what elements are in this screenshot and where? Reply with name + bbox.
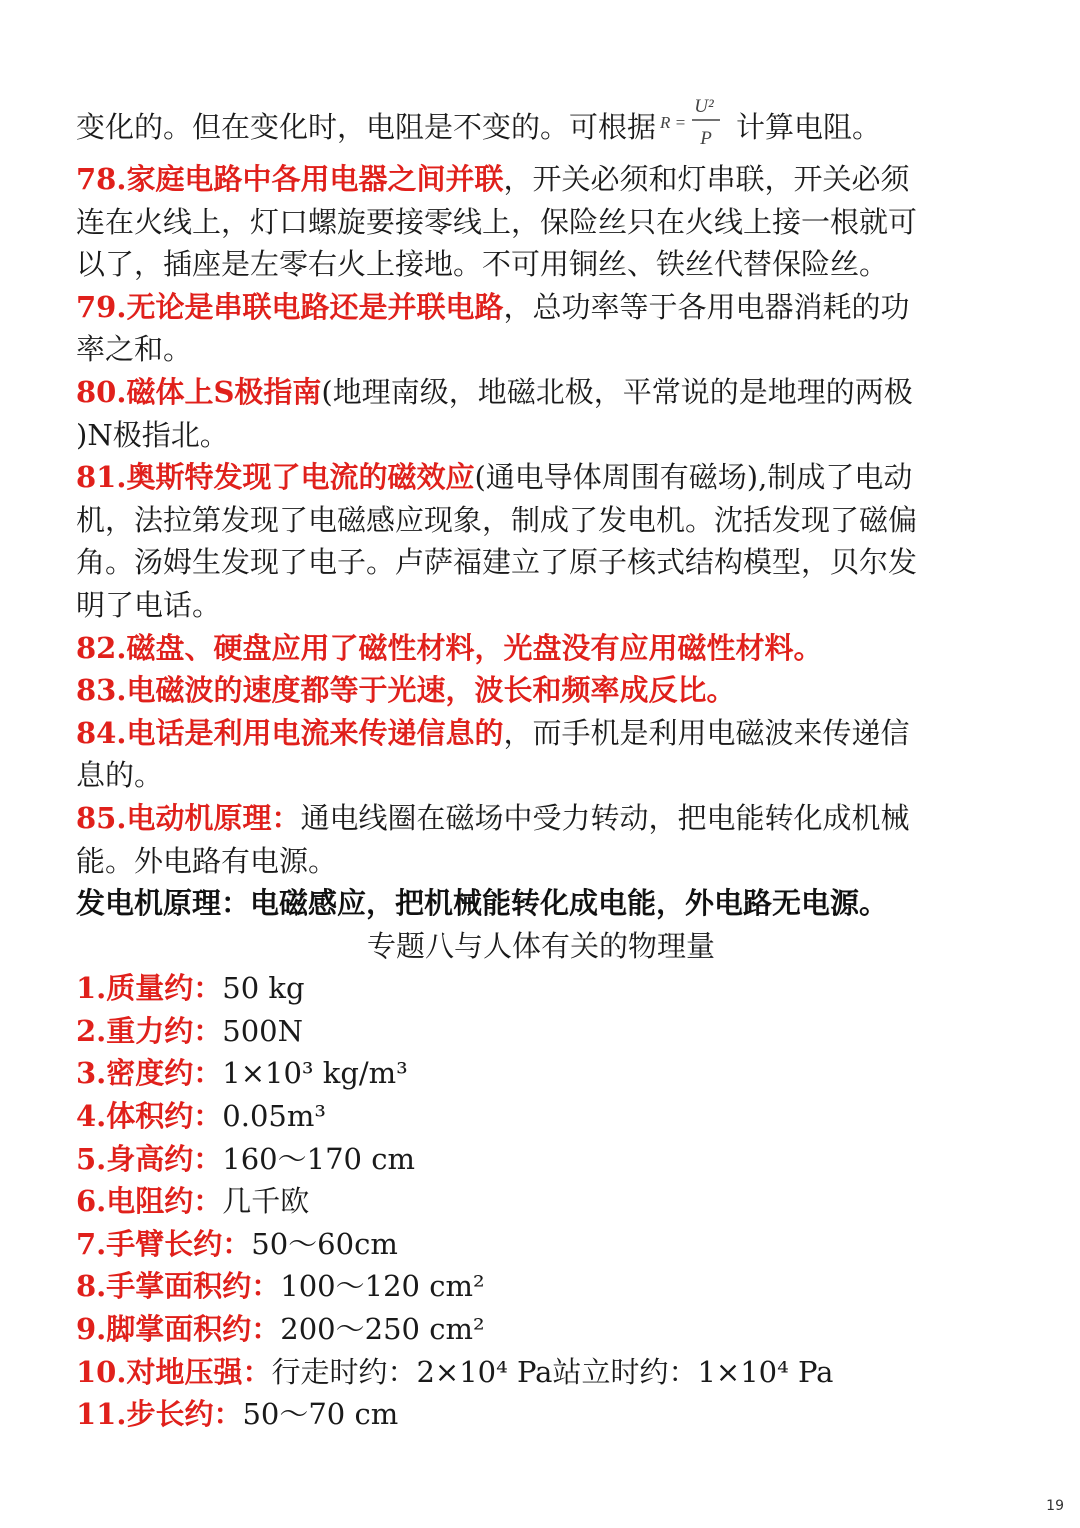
- item-label: 2.重力约：: [76, 1013, 223, 1048]
- item-value: 几千欧: [222, 1184, 310, 1219]
- body-quantities-list: [76, 967, 1006, 1436]
- text-segment: ，开关必须和灯串联，开关必须: [503, 162, 910, 196]
- item-value: 50～60cm: [251, 1226, 398, 1261]
- list-item: [76, 1351, 1006, 1394]
- item-label: 1.质量约：: [76, 971, 223, 1006]
- item-label: 9.脚掌面积约：: [76, 1312, 281, 1347]
- list-item: [76, 1095, 1006, 1138]
- item-label: 3.密度约：: [76, 1056, 223, 1091]
- text-segment: 计算电阻。: [736, 110, 882, 144]
- item-84: [76, 712, 1006, 755]
- list-item: [76, 1138, 1006, 1181]
- paragraph-line: 以了，插座是左零右火上接地。不可用铜丝、铁丝代替保险丝。: [76, 247, 889, 282]
- item-85: [76, 797, 1006, 840]
- text-segment: 通电线圈在磁场中受力转动，把电能转化成机械: [300, 800, 910, 835]
- item-label: 10.对地压强：: [76, 1354, 272, 1389]
- section-title: 专题八与人体有关的物理量: [366, 928, 715, 963]
- key-point: 79.无论是串联电路还是并联电路: [76, 289, 504, 324]
- key-point: 81.奥斯特发现了电流的磁效应: [76, 460, 475, 495]
- key-point: 84.电话是利用电流来传递信息的: [76, 715, 504, 750]
- item-label: 5.身高约：: [76, 1141, 223, 1176]
- item-value: 0.05m³: [222, 1099, 326, 1134]
- text-segment: (通电导体周围有磁场),制成了电动: [474, 460, 913, 495]
- generator-principle: 发电机原理：电磁感应，把机械能转化成电能，外电路无电源。: [76, 886, 889, 921]
- item-79: [76, 286, 1006, 329]
- key-point: 85.电动机原理：: [76, 800, 301, 835]
- paragraph-line: [76, 96, 1006, 158]
- formula-denominator: P: [700, 128, 712, 149]
- power-resistance-formula: [658, 92, 734, 150]
- item-82: 82.磁盘、硬盘应用了磁性材料，光盘没有应用磁性材料。: [76, 630, 823, 665]
- paragraph-line: 角。汤姆生发现了电子。卢萨福建立了原子核式结构模型，贝尔发: [76, 545, 918, 580]
- list-item: [76, 1180, 1006, 1223]
- list-item: [76, 967, 1006, 1010]
- item-value: 160～170 cm: [222, 1141, 415, 1176]
- page-number: 19: [1046, 1498, 1064, 1514]
- list-item: [76, 1308, 1006, 1351]
- paragraph-line: 连在火线上，灯口螺旋要接零线上，保险丝只在火线上接一根就可: [76, 204, 918, 239]
- text-segment: ，而手机是利用电磁波来传递信: [503, 715, 910, 750]
- item-value: 500N: [222, 1013, 304, 1048]
- text-segment: (地理南级，地磁北极，平常说的是地理的两极: [321, 374, 913, 409]
- list-item: [76, 1010, 1006, 1053]
- item-label: 4.体积约：: [76, 1099, 223, 1134]
- item-value: 50～70 cm: [242, 1397, 399, 1432]
- list-item: [76, 1223, 1006, 1266]
- item-label: 8.手掌面积约：: [76, 1269, 281, 1304]
- paragraph-line: 明了电话。: [76, 587, 222, 622]
- paragraph-line: )N极指北。: [76, 417, 229, 452]
- key-point: 78.家庭电路中各用电器之间并联: [76, 162, 504, 196]
- item-value: 1×10³ kg/m³: [222, 1056, 408, 1091]
- paragraph-line: 息的。: [76, 758, 164, 793]
- item-label: 6.电阻约：: [76, 1184, 223, 1219]
- paragraph-line: 能。外电路有电源。: [76, 843, 338, 878]
- item-value: 200～250 cm²: [280, 1312, 485, 1347]
- formula-lhs: R =: [660, 113, 687, 132]
- item-label: 11.步长约：: [76, 1397, 243, 1432]
- text-segment: 变化的。但在变化时，电阻是不变的。可根据: [76, 110, 657, 144]
- item-81: [76, 456, 1006, 499]
- paragraph-line: 率之和。: [76, 332, 193, 367]
- item-label: 7.手臂长约：: [76, 1226, 252, 1261]
- item-80: [76, 371, 1006, 414]
- key-point: 80.磁体上S极指南: [76, 374, 322, 409]
- list-item: [76, 1052, 1006, 1095]
- item-value: 50 kg: [222, 971, 305, 1006]
- item-value: 行走时约：2×10⁴ Pa站立时约：1×10⁴ Pa: [271, 1354, 834, 1389]
- list-item: [76, 1393, 1006, 1436]
- text-segment: ，总功率等于各用电器消耗的功: [503, 289, 910, 324]
- list-item: [76, 1265, 1006, 1308]
- item-83: 83.电磁波的速度都等于光速，波长和频率成反比。: [76, 673, 736, 708]
- item-value: 100～120 cm²: [280, 1269, 485, 1304]
- item-78: [76, 158, 1006, 201]
- formula-numerator: U²: [694, 96, 714, 117]
- paragraph-line: 机，法拉第发现了电磁感应现象，制成了发电机。沈括发现了磁偏: [76, 502, 918, 537]
